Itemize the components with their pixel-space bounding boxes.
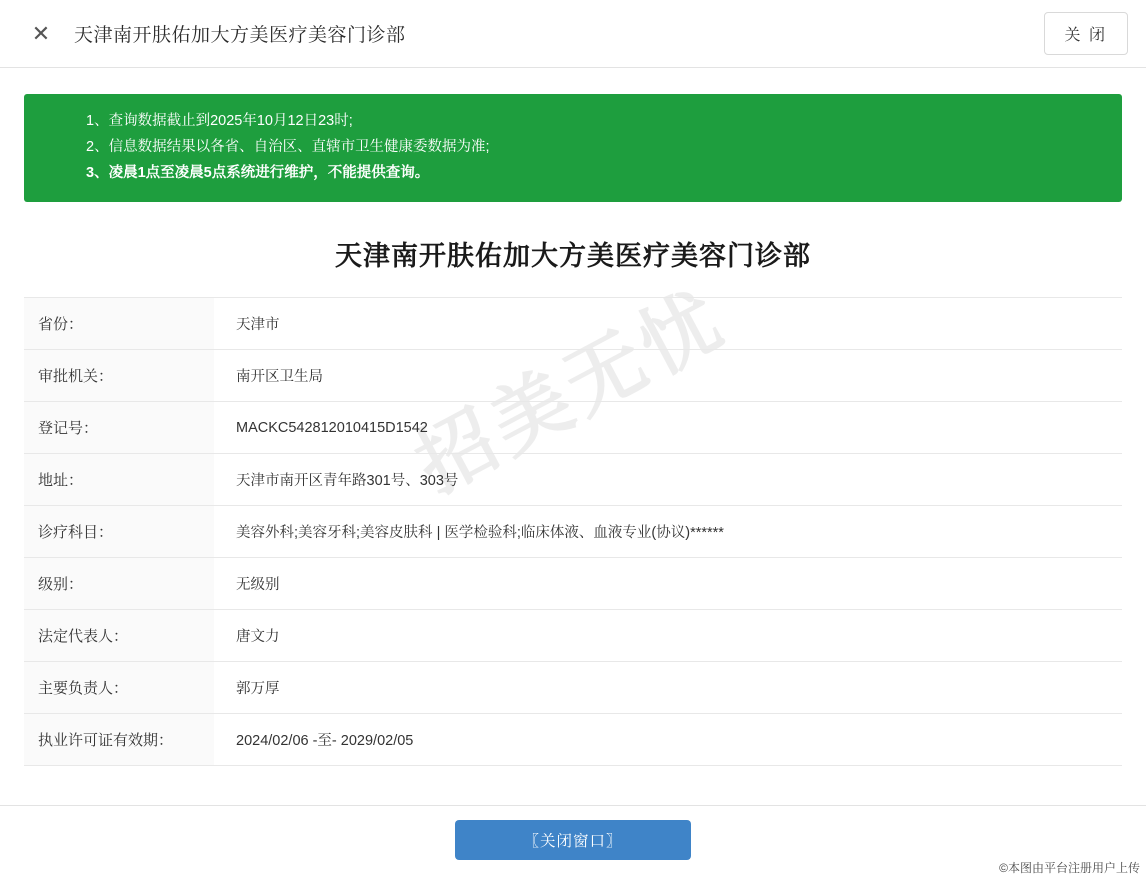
close-button[interactable]: 关 闭	[1044, 12, 1128, 55]
notice-text-2: 2、信息数据结果以各省、自治区、直辖市卫生健康委数据为准;	[86, 139, 490, 155]
row-label: 法定代表人：	[24, 610, 214, 662]
table-row	[24, 402, 1122, 454]
row-value: 郭万厚	[236, 681, 280, 697]
table-row	[24, 454, 1122, 506]
close-window-button[interactable]: 〖关闭窗口〗	[455, 820, 691, 860]
row-label: 审批机关：	[24, 350, 214, 402]
row-label: 执业许可证有效期：	[24, 714, 214, 766]
close-icon[interactable]: ✕	[31, 20, 51, 46]
row-value: 天津市南开区青年路301号、303号	[236, 473, 459, 489]
notice-text-3: 3、凌晨1点至凌晨5点系统进行维护，不能提供查询。	[86, 165, 430, 181]
notice-line-2	[24, 134, 1122, 160]
table-row	[24, 610, 1122, 662]
row-label: 诊疗科目：	[24, 506, 214, 558]
notice-line-3	[24, 160, 1122, 186]
table-row	[24, 714, 1122, 766]
row-value: 无级别	[236, 577, 280, 593]
page-title: 天津南开肤佑加大方美医疗美容门诊部	[74, 25, 406, 46]
row-value: 唐文力	[236, 629, 280, 645]
watermark: 招美无忧	[402, 274, 740, 510]
row-label: 省份：	[24, 298, 214, 350]
row-label: 地址：	[24, 454, 214, 506]
window-header	[0, 0, 1146, 68]
document-title: 天津南开肤佑加大方美医疗美容门诊部	[335, 241, 811, 271]
row-value: 天津市	[236, 317, 280, 333]
table-row	[24, 506, 1122, 558]
notice-line-1	[24, 108, 1122, 134]
row-value: MACKC542812010415D1542	[236, 419, 428, 436]
table-row	[24, 662, 1122, 714]
table-row	[24, 298, 1122, 350]
notice-text-1: 1、查询数据截止到2025年10月12日23时;	[86, 113, 353, 129]
row-label: 级别：	[24, 558, 214, 610]
row-value: 南开区卫生局	[236, 369, 323, 385]
table-row	[24, 558, 1122, 610]
row-label: 登记号：	[24, 402, 214, 454]
row-value: 2024/02/06 -至- 2029/02/05	[236, 733, 414, 749]
license-info-table	[24, 297, 1122, 766]
footer-bar	[0, 805, 1146, 880]
copyright-notice: ©本图由平台注册用户上传	[999, 861, 1140, 875]
notice-banner	[24, 94, 1122, 202]
row-value: 美容外科;美容牙科;美容皮肤科 | 医学检验科;临床体液、血液专业(协议)******	[236, 525, 724, 541]
row-label: 主要负责人：	[24, 662, 214, 714]
table-row	[24, 350, 1122, 402]
